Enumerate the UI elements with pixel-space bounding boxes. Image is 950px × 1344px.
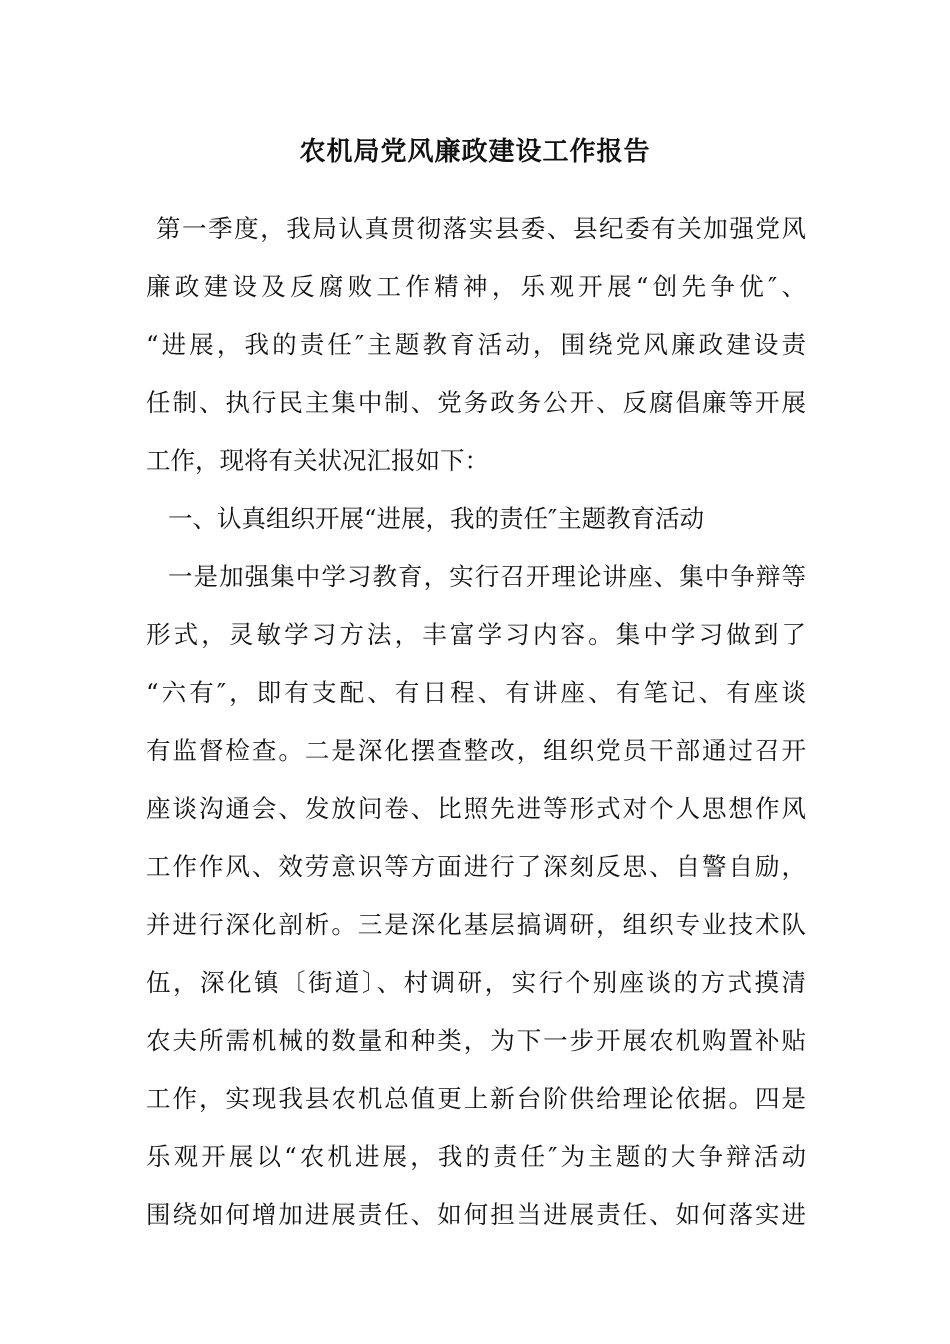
body-line: 伍，深化镇〔街道〕、村调研，实行个别座谈的方式摸清 xyxy=(146,968,806,997)
body-line: 任制、执行民主集中制、党务政务公开、反腐倡廉等开展 xyxy=(146,388,806,417)
document-body xyxy=(146,200,806,1244)
body-line: 形式，灵敏学习方法，丰富学习内容。集中学习做到了 xyxy=(146,620,806,649)
body-line: “六有″，即有支配、有日程、有讲座、有笔记、有座谈 xyxy=(146,678,806,707)
body-line: 工作作风、效劳意识等方面进行了深刻反思、自警自励， xyxy=(146,852,806,881)
document-title: 农机局党风廉政建设工作报告 xyxy=(299,137,651,167)
section-heading: 一、认真组织开展“进展，我的责任″主题教育活动 xyxy=(168,504,705,533)
body-line: 乐观开展以“农机进展，我的责任″为主题的大争辩活动 xyxy=(146,1142,806,1171)
body-line: 廉政建设及反腐败工作精神，乐观开展“创先争优″、 xyxy=(146,272,806,301)
body-line: 有监督检查。二是深化摆查整改，组织党员干部通过召开 xyxy=(146,736,806,765)
body-line: 并进行深化剖析。三是深化基层搞调研，组织专业技术队 xyxy=(146,910,806,939)
body-line: 一是加强集中学习教育，实行召开理论讲座、集中争辩等 xyxy=(168,562,806,591)
body-line: 座谈沟通会、发放问卷、比照先进等形式对个人思想作风 xyxy=(146,794,806,823)
body-line: “进展，我的责任″主题教育活动，围绕党风廉政建设责 xyxy=(146,330,806,359)
body-line: 第一季度，我局认真贯彻落实县委、县纪委有关加强党风 xyxy=(156,214,806,243)
body-line: 工作，实现我县农机总值更上新台阶供给理论依据。四是 xyxy=(146,1084,806,1113)
body-line: 工作，现将有关状况汇报如下： xyxy=(146,446,489,475)
body-line: 围绕如何增加进展责任、如何担当进展责任、如何落实进 xyxy=(146,1200,806,1229)
body-line: 农夫所需机械的数量和种类，为下一步开展农机购置补贴 xyxy=(146,1026,806,1055)
